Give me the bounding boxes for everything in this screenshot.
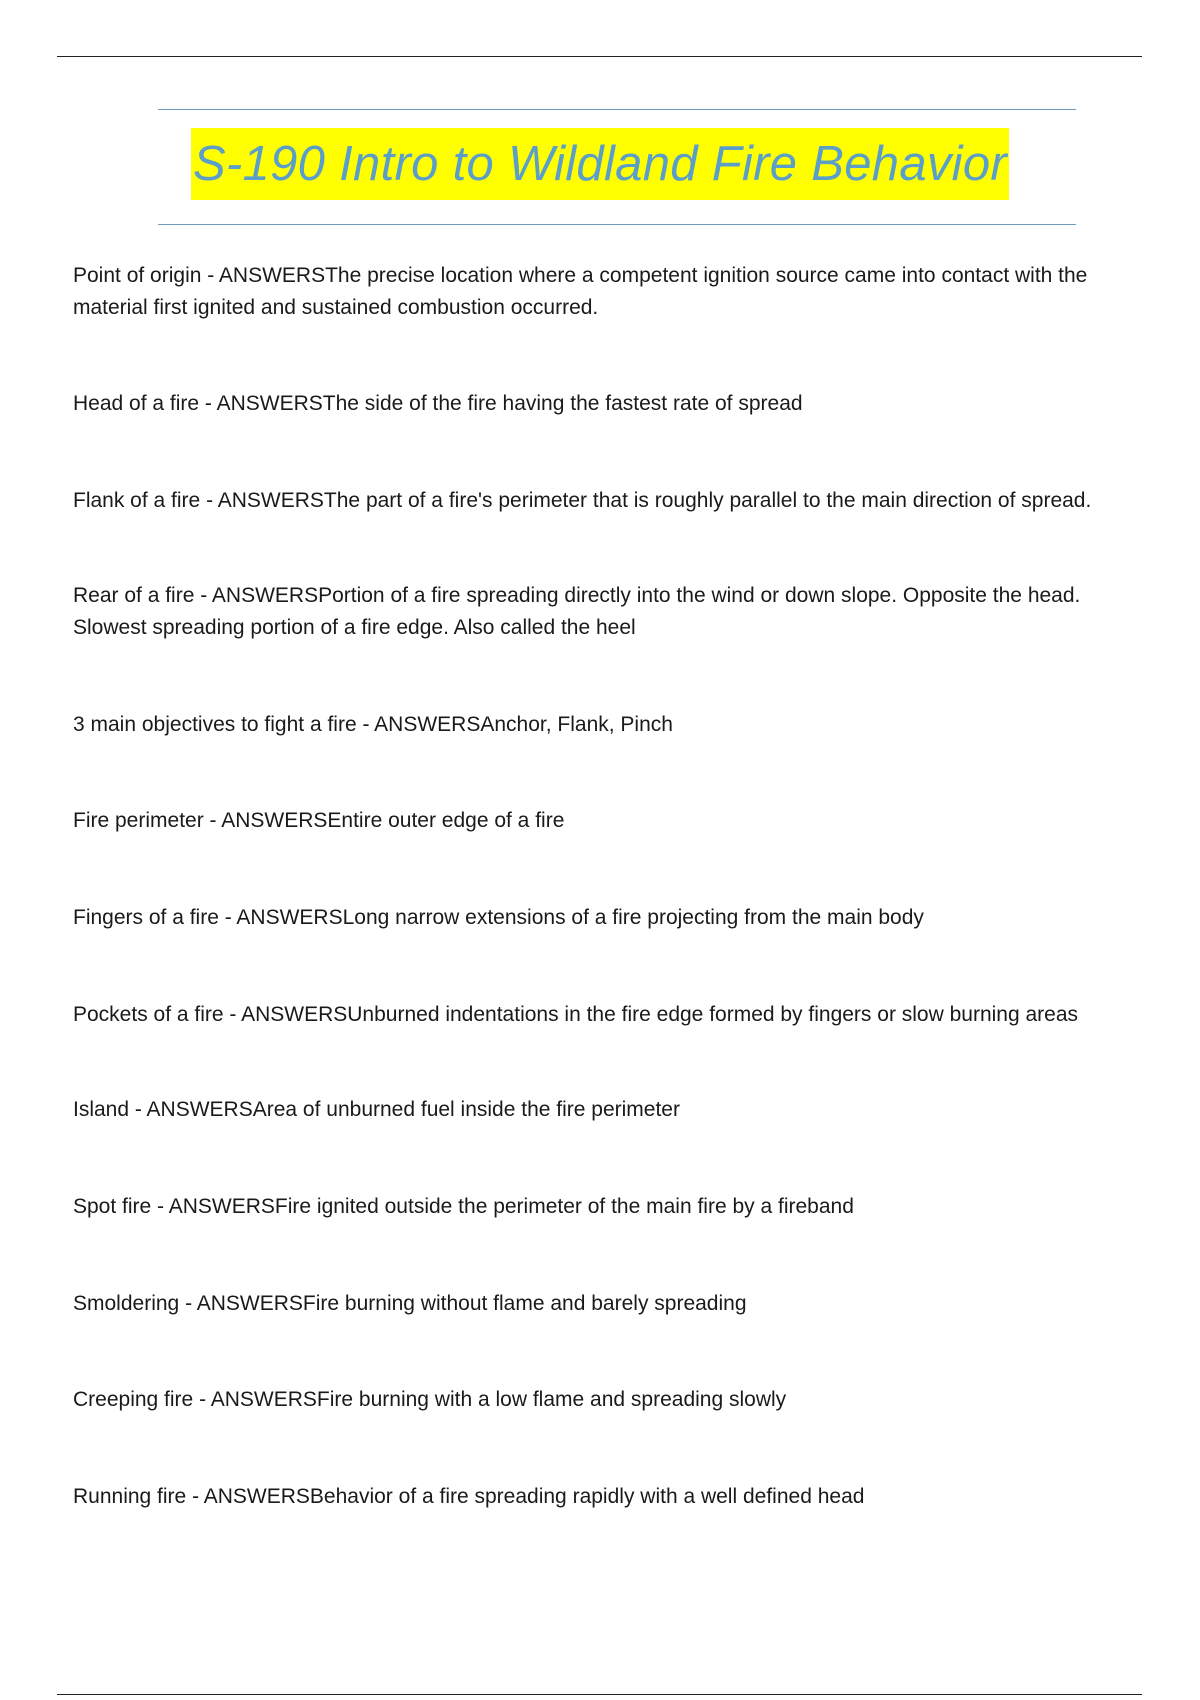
page-top-rule: [57, 56, 1142, 57]
entry-separator: - ANSWERS: [203, 809, 328, 832]
title-block: [0, 128, 1200, 200]
flashcard-entry: [73, 580, 1153, 644]
entry-definition: The part of a fire's perimeter that is roughly parallel to the main direction of spread.: [323, 489, 1092, 512]
entry-term: Flank of a fire: [73, 489, 201, 512]
entry-term: Fingers of a fire: [73, 906, 219, 929]
flashcard-entry: [73, 999, 1078, 1031]
entry-separator: - ANSWERS: [200, 489, 324, 512]
flashcard-entry: [73, 1191, 854, 1223]
entry-definition: Anchor, Flank, Pinch: [480, 713, 673, 736]
entry-term: Rear of a fire: [73, 584, 195, 607]
entry-separator: - ANSWERS: [186, 1485, 310, 1508]
entry-term: Point of origin: [73, 264, 202, 287]
title-rule-top: [158, 109, 1076, 110]
flashcard-entry: [73, 388, 803, 420]
entry-separator: - ANSWERS: [129, 1098, 253, 1121]
document-title: S-190 Intro to Wildland Fire Behavior: [191, 128, 1009, 200]
entry-separator: - ANSWERS: [201, 264, 326, 287]
title-rule-bottom: [158, 224, 1076, 225]
entry-definition: Portion of a fire spreading directly into the wind or down slope. Opposite the head. Slowest spreading portion of a fire edge. Also called the heel: [73, 584, 1081, 639]
entry-definition: Fire ignited outside the perimeter of the main fire by a fireband: [274, 1195, 854, 1218]
flashcard-entry: [73, 1288, 747, 1320]
entry-definition: Long narrow extensions of a fire projecting from the main body: [342, 906, 924, 929]
entry-definition: Behavior of a fire spreading rapidly with a well defined head: [309, 1485, 865, 1508]
flashcard-entry: [73, 805, 564, 837]
flashcard-entry: [73, 709, 673, 741]
entry-definition: The side of the fire having the fastest rate of spread: [322, 392, 803, 415]
flashcard-entry: [73, 1094, 680, 1126]
flashcard-entry: [73, 1384, 786, 1416]
flashcard-entry: [73, 1481, 864, 1513]
entry-separator: - ANSWERS: [356, 713, 481, 736]
flashcard-entry: [73, 485, 1091, 517]
entry-definition: Area of unburned fuel inside the fire perimeter: [252, 1098, 680, 1121]
entry-definition: Entire outer edge of a fire: [327, 809, 565, 832]
entry-term: Pockets of a fire: [73, 1003, 224, 1026]
entry-definition: Unburned indentations in the fire edge formed by fingers or slow burning areas: [347, 1003, 1079, 1026]
entry-definition: Fire burning without flame and barely spreading: [302, 1292, 747, 1315]
entry-term: Island: [73, 1098, 130, 1121]
entry-term: Running fire: [73, 1485, 187, 1508]
flashcard-entry: [73, 260, 1153, 324]
entry-term: 3 main objectives to fight a fire: [73, 713, 357, 736]
entry-definition: Fire burning with a low flame and spreading slowly: [316, 1388, 787, 1411]
entry-separator: - ANSWERS: [223, 1003, 348, 1026]
page-bottom-rule: [57, 1694, 1142, 1695]
entry-term: Smoldering: [73, 1292, 180, 1315]
entry-separator: - ANSWERS: [179, 1292, 303, 1315]
entry-separator: - ANSWERS: [193, 1388, 317, 1411]
flashcard-entry: [73, 902, 924, 934]
entry-separator: - ANSWERS: [218, 906, 343, 929]
entry-separator: - ANSWERS: [199, 392, 323, 415]
entry-definition: The precise location where a competent ignition source came into contact with the material first ignited and sustained combustion occurred.: [73, 264, 1088, 319]
entry-separator: - ANSWERS: [151, 1195, 275, 1218]
entry-term: Fire perimeter: [73, 809, 204, 832]
entry-term: Head of a fire: [73, 392, 200, 415]
entry-separator: - ANSWERS: [194, 584, 319, 607]
entry-term: Spot fire: [73, 1195, 152, 1218]
entry-term: Creeping fire: [73, 1388, 194, 1411]
